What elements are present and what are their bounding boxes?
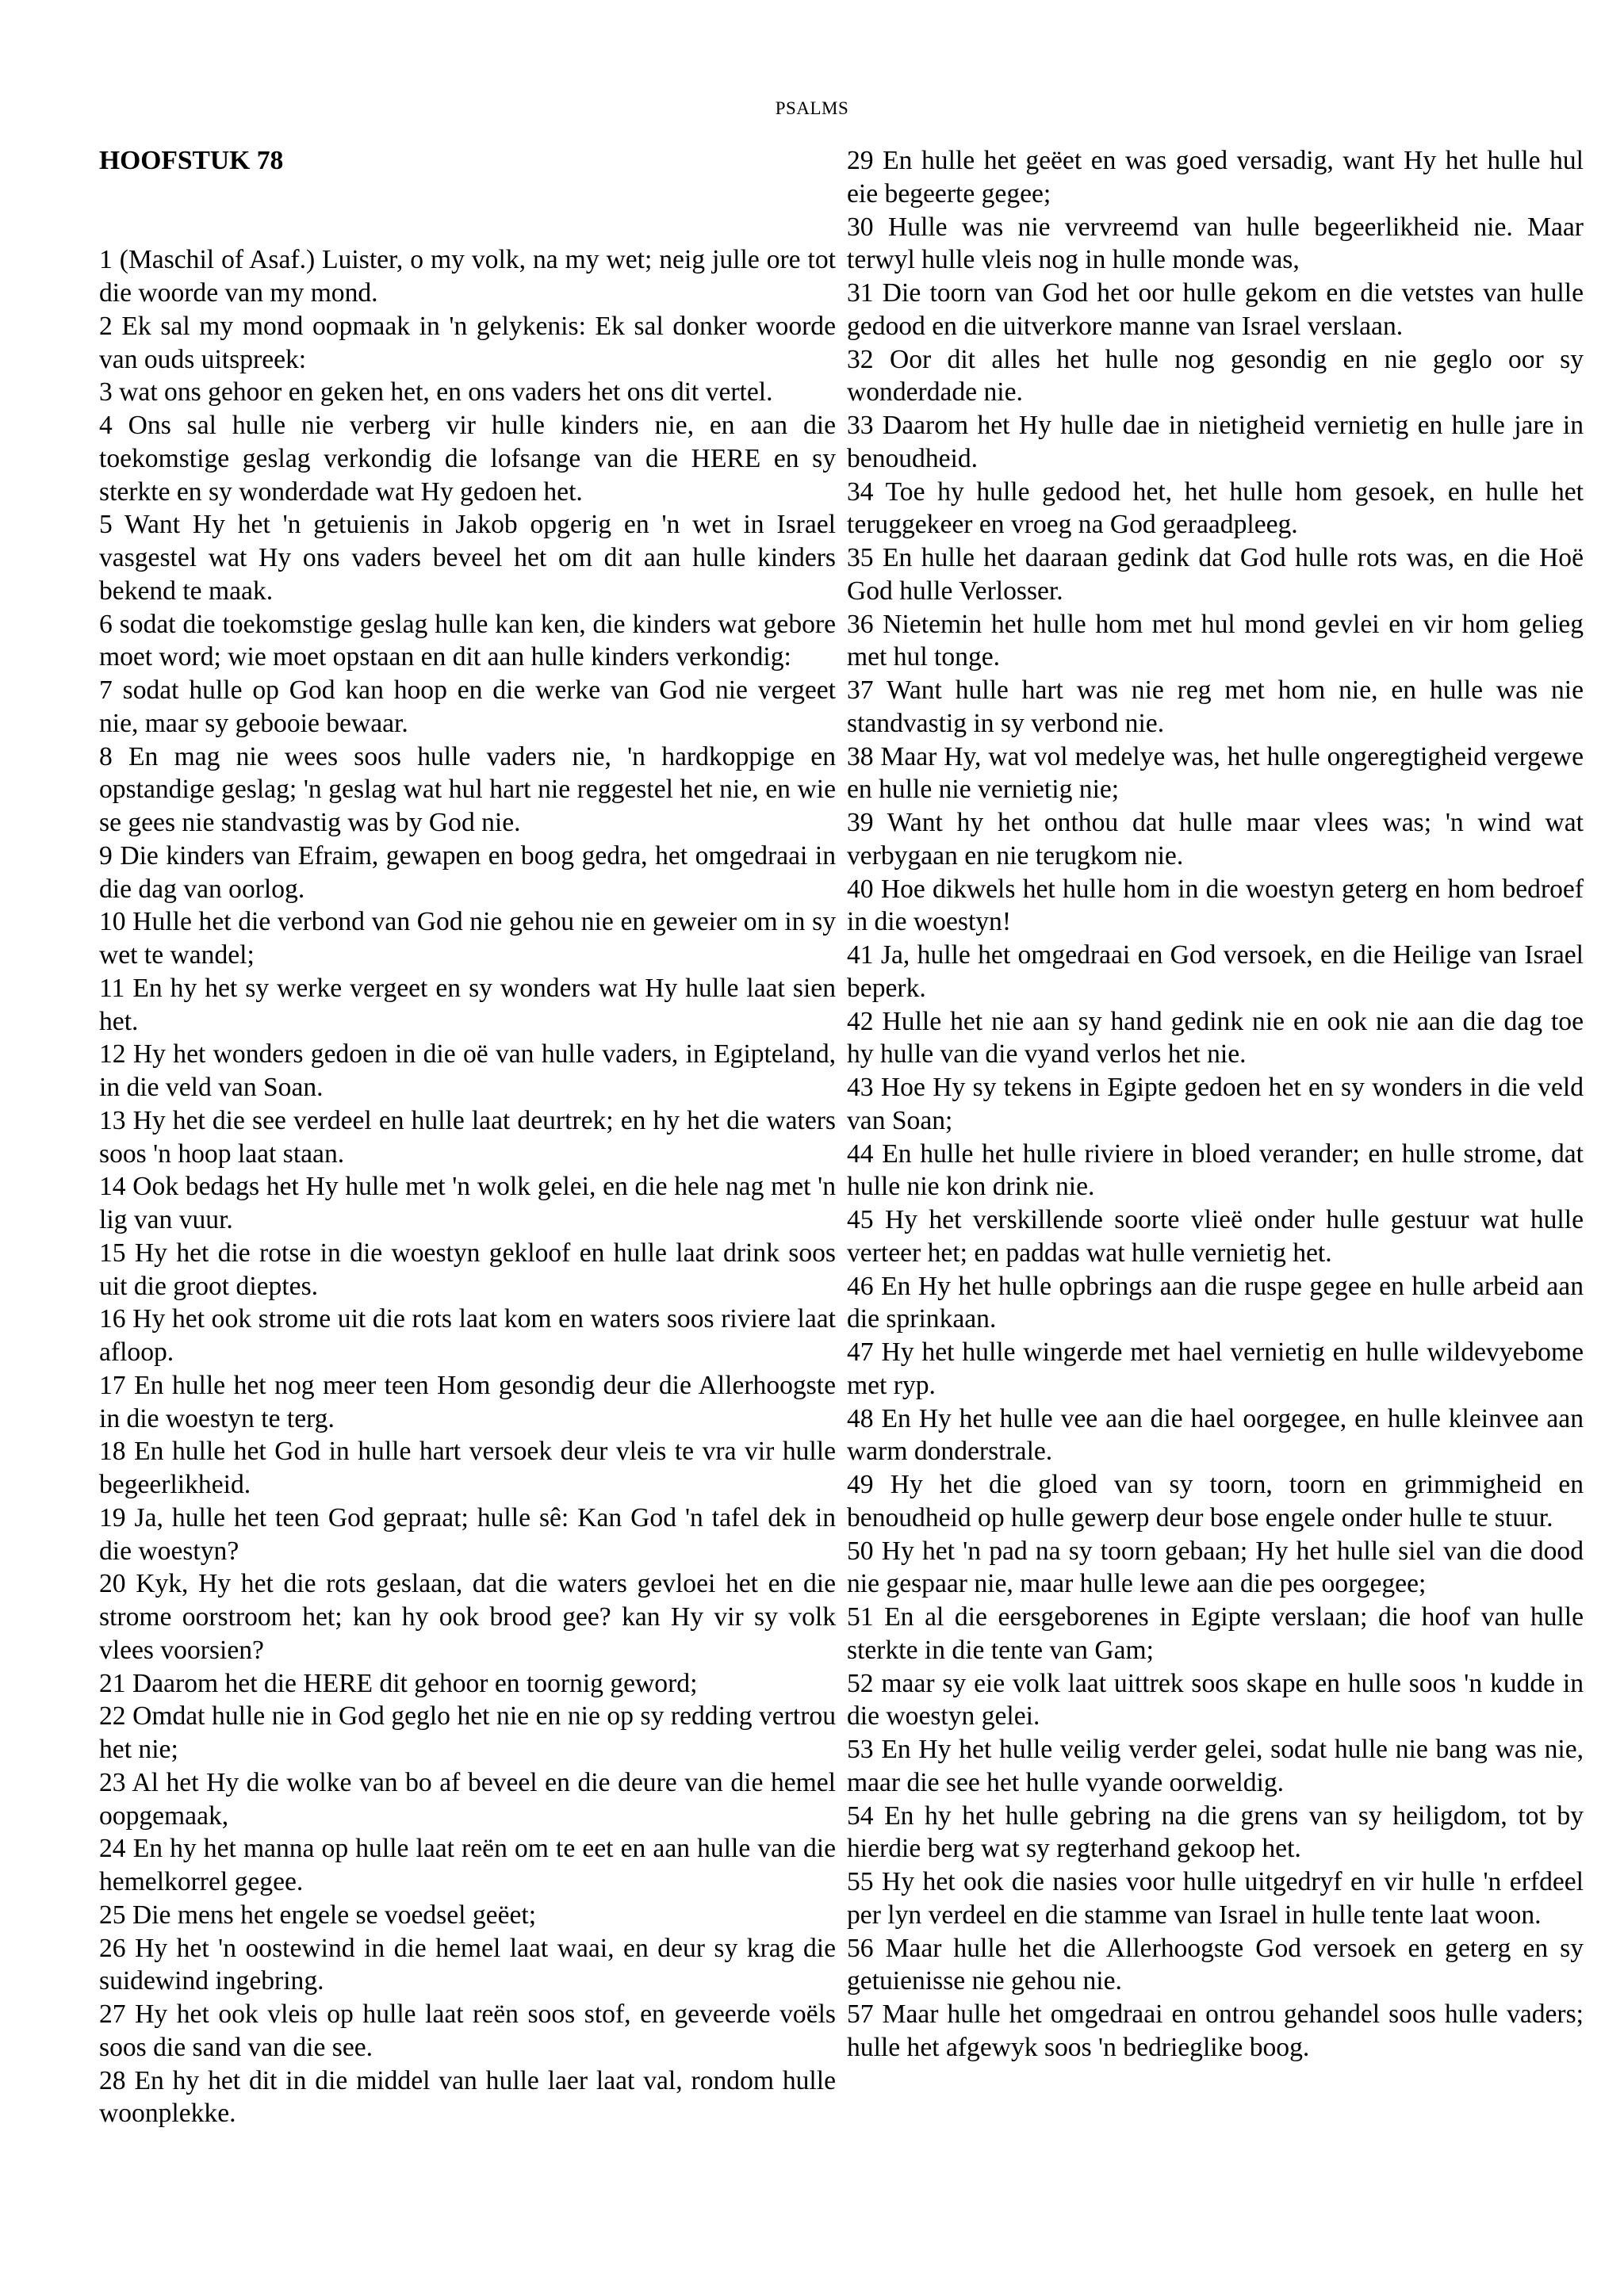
verse: 41 Ja, hulle het omgedraai en God versoek, en die Heilige van Israel beperk.: [847, 940, 1584, 1003]
verse: 10 Hulle het die verbond van God nie gehou nie en geweier om in sy wet te wandel;: [99, 907, 836, 970]
verse: 21 Daarom het die HERE dit gehoor en toornig geword;: [99, 1668, 698, 1698]
verse: 26 Hy het 'n oostewind in die hemel laat waai, en deur sy krag die suidewind ingebring.: [99, 1933, 836, 1996]
verse: 15 Hy het die rotse in die woestyn gekloof en hulle laat drink soos uit die groot dieptes.: [99, 1238, 836, 1301]
chapter-title: HOOFSTUK 78: [99, 146, 284, 175]
left-verse-list: [99, 243, 836, 2130]
verse: 29 En hulle het geëet en was goed versadig, want Hy het hulle hul eie begeerte gegee;: [847, 146, 1584, 209]
verse: 38 Maar Hy, wat vol medelye was, het hulle ongeregtigheid vergewe en hulle nie vernietig nie;: [847, 741, 1584, 805]
verse: 2 Ek sal my mond oopmaak in 'n gelykenis: Ek sal donker woorde van ouds uitspreek:: [99, 311, 836, 374]
verse: 30 Hulle was nie vervreemd van hulle begeerlikheid nie. Maar terwyl hulle vleis nog in hulle monde was,: [847, 212, 1584, 275]
left-column: [99, 144, 836, 2130]
verse: 39 Want hy het onthou dat hulle maar vlees was; 'n wind wat verbygaan en nie terugkom nie.: [847, 808, 1584, 871]
verse: 53 En Hy het hulle veilig verder gelei, sodat hulle nie bang was nie, maar die see het hulle vyande oorweldig.: [847, 1735, 1584, 1797]
verse: 52 maar sy eie volk laat uittrek soos skape en hulle soos 'n kudde in die woestyn gelei.: [847, 1668, 1584, 1732]
verse: 22 Omdat hulle nie in God geglo het nie en nie op sy redding vertrou het nie;: [99, 1701, 836, 1764]
verse: 6 sodat die toekomstige geslag hulle kan ken, die kinders wat gebore moet word; wie moet opstaan en dit aan hulle kinders verkondig:: [99, 609, 836, 672]
verse: 3 wat ons gehoor en geken het, en ons vaders het ons dit vertel.: [99, 377, 773, 408]
verse: 4 Ons sal hulle nie verberg vir hulle kinders nie, en aan die toekomstige geslag verkondig die lofsange van die HERE en sy sterkte en sy wonderdade wat Hy gedoen het.: [99, 411, 836, 507]
verse: 50 Hy het 'n pad na sy toorn gebaan; Hy het hulle siel van die dood nie gespaar nie, maar hulle lewe aan die pes oorgegee;: [847, 1536, 1584, 1599]
right-verse-list: [847, 144, 1584, 2064]
verse: 40 Hoe dikwels het hulle hom in die woestyn geterg en hom bedroef in die woestyn!: [847, 874, 1584, 937]
verse: 37 Want hulle hart was nie reg met hom nie, en hulle was nie standvastig in sy verbond nie.: [847, 675, 1584, 738]
verse: 48 En Hy het hulle vee aan die hael oorgegee, en hulle kleinvee aan warm donderstrale.: [847, 1403, 1584, 1467]
verse: 5 Want Hy het 'n getuienis in Jakob opgerig en 'n wet in Israel vasgestel wat Hy ons vaders beveel het om dit aan hulle kinders bekend te maak.: [99, 510, 836, 606]
verse: 8 En mag nie wees soos hulle vaders nie, 'n hardkoppige en opstandige geslag; 'n geslag wat hul hart nie reggestel het nie, en wie se gees nie standvastig was by God nie.: [99, 741, 836, 837]
verse: 49 Hy het die gloed van sy toorn, toorn en grimmigheid en benoudheid op hulle gewerp deur bose engele onder hulle te stuur.: [847, 1470, 1584, 1533]
verse: 47 Hy het hulle wingerde met hael vernietig en hulle wildevyebome met ryp.: [847, 1337, 1584, 1400]
verse: 33 Daarom het Hy hulle dae in nietigheid vernietig en hulle jare in benoudheid.: [847, 411, 1584, 473]
verse: 51 En al die eersgeborenes in Egipte verslaan; die hoof van hulle sterkte in die tente van Gam;: [847, 1602, 1584, 1665]
verse: 56 Maar hulle het die Allerhoogste God versoek en geterg en sy getuienisse nie gehou nie.: [847, 1933, 1584, 1996]
verse: 44 En hulle het hulle riviere in bloed verander; en hulle strome, dat hulle nie kon drink nie.: [847, 1138, 1584, 1202]
running-header: PSALMS: [775, 98, 849, 118]
verse: 20 Kyk, Hy het die rots geslaan, dat die waters gevloei het en die strome oorstroom het; kan hy ook brood gee? kan Hy vir sy volk vlees voorsien?: [99, 1569, 836, 1665]
verse: 27 Hy het ook vleis op hulle laat reën soos stof, en geveerde voëls soos die sand van die see.: [99, 1999, 836, 2062]
verse: 1 (Maschil of Asaf.) Luister, o my volk, na my wet; neig julle ore tot die woorde van my mond.: [99, 245, 836, 308]
verse: 46 En Hy het hulle opbrings aan die ruspe gegee en hulle arbeid aan die sprinkaan.: [847, 1271, 1584, 1334]
verse: 24 En hy het manna op hulle laat reën om te eet en aan hulle van die hemelkorrel gegee.: [99, 1834, 836, 1896]
verse: 9 Die kinders van Efraim, gewapen en boog gedra, het omgedraai in die dag van oorlog.: [99, 840, 836, 904]
verse: 31 Die toorn van God het oor hulle gekom en die vetstes van hulle gedood en die uitverkore manne van Israel verslaan.: [847, 278, 1584, 341]
verse: 19 Ja, hulle het teen God gepraat; hulle sê: Kan God 'n tafel dek in die woestyn?: [99, 1502, 836, 1566]
verse: 16 Hy het ook strome uit die rots laat kom en waters soos riviere laat afloop.: [99, 1304, 836, 1367]
verse: 14 Ook bedags het Hy hulle met 'n wolk gelei, en die hele nag met 'n lig van vuur.: [99, 1172, 836, 1234]
right-column: [847, 144, 1584, 2064]
verse: 57 Maar hulle het omgedraai en ontrou gehandel soos hulle vaders; hulle het afgewyk soos 'n bedrieglike boog.: [847, 1999, 1584, 2062]
verse: 55 Hy het ook die nasies voor hulle uitgedryf en vir hulle 'n erfdeel per lyn verdeel en die stamme van Israel in hulle tente laat woon.: [847, 1867, 1584, 1930]
verse: 11 En hy het sy werke vergeet en sy wonders wat Hy hulle laat sien het.: [99, 973, 836, 1036]
verse: 23 Al het Hy die wolke van bo af beveel en die deure van die hemel oopgemaak,: [99, 1767, 836, 1831]
verse: 34 Toe hy hulle gedood het, het hulle hom gesoek, en hulle het teruggekeer en vroeg na God geraadpleeg.: [847, 476, 1584, 540]
verse: 12 Hy het wonders gedoen in die oë van hulle vaders, in Egipteland, in die veld van Soan.: [99, 1039, 836, 1102]
verse: 36 Nietemin het hulle hom met hul mond gevlei en vir hom gelieg met hul tonge.: [847, 609, 1584, 672]
verse: 18 En hulle het God in hulle hart versoek deur vleis te vra vir hulle begeerlikheid.: [99, 1437, 836, 1499]
verse: 32 Oor dit alles het hulle nog gesondig en nie geglo oor sy wonderdade nie.: [847, 344, 1584, 408]
verse: 54 En hy het hulle gebring na die grens van sy heiligdom, tot by hierdie berg wat sy regterhand gekoop het.: [847, 1800, 1584, 1864]
verse: 7 sodat hulle op God kan hoop en die werke van God nie vergeet nie, maar sy gebooie bewaar.: [99, 675, 836, 738]
verse: 45 Hy het verskillende soorte vlieë onder hulle gestuur wat hulle verteer het; en paddas wat hulle vernietig het.: [847, 1205, 1584, 1268]
verse: 43 Hoe Hy sy tekens in Egipte gedoen het en sy wonders in die veld van Soan;: [847, 1073, 1584, 1135]
verse: 42 Hulle het nie aan sy hand gedink nie en ook nie aan die dag toe hy hulle van die vyand verlos het nie.: [847, 1006, 1584, 1070]
verse: 13 Hy het die see verdeel en hulle laat deurtrek; en hy het die waters soos 'n hoop laat staan.: [99, 1105, 836, 1169]
verse: 25 Die mens het engele se voedsel geëet;: [99, 1900, 537, 1930]
verse: 17 En hulle het nog meer teen Hom gesondig deur die Allerhoogste in die woestyn te terg.: [99, 1370, 836, 1433]
verse: 35 En hulle het daaraan gedink dat God hulle rots was, en die Hoë God hulle Verlosser.: [847, 543, 1584, 606]
verse: 28 En hy het dit in die middel van hulle laer laat val, rondom hulle woonplekke.: [99, 2065, 836, 2129]
